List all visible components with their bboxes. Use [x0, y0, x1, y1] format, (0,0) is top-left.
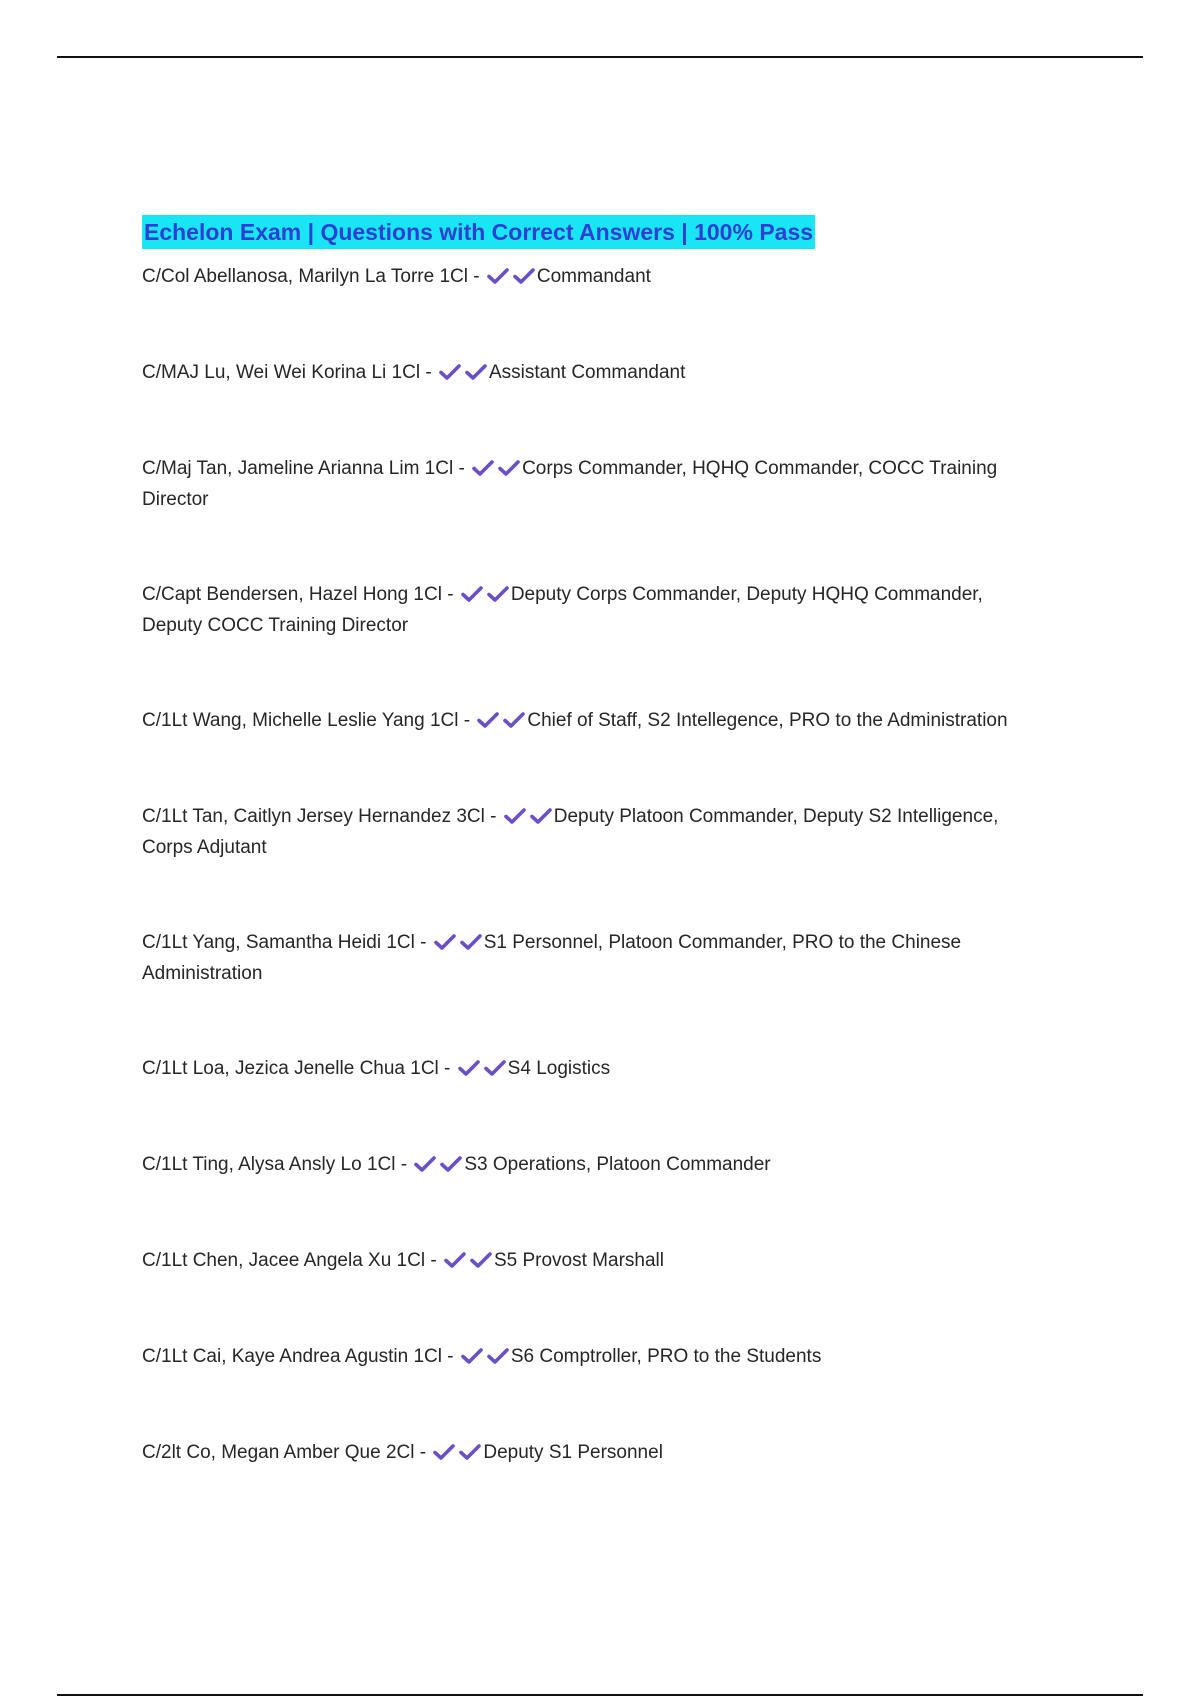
checkmark-icon: [461, 585, 483, 603]
qa-entry: [142, 1437, 1042, 1533]
checkmark-icon: [461, 1347, 483, 1365]
checkmark-icon: [487, 1347, 509, 1365]
checkmark-icon: [465, 363, 487, 381]
checkmark-icon: [470, 1251, 492, 1269]
document-body: [142, 215, 1042, 1533]
qa-entry: [142, 927, 1042, 1053]
document-title: Echelon Exam | Questions with Correct Answers | 100% Pass: [142, 215, 815, 249]
checkmark-icon: [414, 1155, 436, 1173]
answer-text: S6 Comptroller, PRO to the Students: [510, 1346, 822, 1367]
checkmark-icon: [444, 1251, 466, 1269]
answer-text: S5 Provost Marshall: [493, 1250, 664, 1271]
qa-entry: [142, 1245, 1042, 1341]
question-text: C/Col Abellanosa, Marilyn La Torre 1Cl -: [142, 266, 480, 287]
top-rule: [57, 56, 1143, 58]
qa-list: [142, 261, 1042, 1533]
question-text: C/1Lt Cai, Kaye Andrea Agustin 1Cl -: [142, 1346, 454, 1367]
checkmark-icon: [498, 459, 520, 477]
checkmark-icon: [484, 1059, 506, 1077]
question-text: C/Capt Bendersen, Hazel Hong 1Cl -: [142, 584, 454, 605]
checkmark-icon: [487, 585, 509, 603]
question-text: C/1Lt Yang, Samantha Heidi 1Cl -: [142, 932, 427, 953]
checkmark-icon: [439, 363, 461, 381]
answer-text: S4 Logistics: [507, 1058, 611, 1079]
qa-entry: [142, 1053, 1042, 1149]
answer-text: Deputy S1 Personnel: [483, 1442, 663, 1463]
answer-text: Chief of Staff, S2 Intellegence, PRO to the Administration: [527, 710, 1008, 731]
checkmark-icon: [530, 807, 552, 825]
qa-entry: [142, 261, 1042, 357]
question-text: C/1Lt Tan, Caitlyn Jersey Hernandez 3Cl -: [142, 806, 497, 827]
checkmark-icon: [459, 1443, 481, 1461]
checkmark-icon: [513, 267, 535, 285]
qa-entry: [142, 357, 1042, 453]
bottom-rule: [57, 1694, 1143, 1696]
answer-text: Assistant Commandant: [488, 362, 686, 383]
question-text: C/MAJ Lu, Wei Wei Korina Li 1Cl -: [142, 362, 432, 383]
question-text: C/1Lt Loa, Jezica Jenelle Chua 1Cl -: [142, 1058, 451, 1079]
question-text: C/1Lt Ting, Alysa Ansly Lo 1Cl -: [142, 1154, 408, 1175]
question-text: C/1Lt Wang, Michelle Leslie Yang 1Cl -: [142, 710, 471, 731]
checkmark-icon: [504, 807, 526, 825]
question-text: C/1Lt Chen, Jacee Angela Xu 1Cl -: [142, 1250, 437, 1271]
answer-text: S3 Operations, Platoon Commander: [464, 1154, 771, 1175]
checkmark-icon: [440, 1155, 462, 1173]
question-text: C/Maj Tan, Jameline Arianna Lim 1Cl -: [142, 458, 465, 479]
checkmark-icon: [434, 933, 456, 951]
answer-text: Corps Commander, HQHQ Commander, COCC Training Director: [142, 458, 998, 510]
checkmark-icon: [460, 933, 482, 951]
checkmark-icon: [477, 711, 499, 729]
checkmark-icon: [503, 711, 525, 729]
qa-entry: [142, 453, 1042, 579]
qa-entry: [142, 1149, 1042, 1245]
checkmark-icon: [458, 1059, 480, 1077]
question-text: C/2lt Co, Megan Amber Que 2Cl -: [142, 1442, 427, 1463]
qa-entry: [142, 705, 1042, 801]
answer-text: Deputy Platoon Commander, Deputy S2 Intelligence, Corps Adjutant: [142, 806, 999, 858]
answer-text: Commandant: [536, 266, 651, 287]
qa-entry: [142, 579, 1042, 705]
checkmark-icon: [433, 1443, 455, 1461]
answer-text: Deputy Corps Commander, Deputy HQHQ Commander, Deputy COCC Training Director: [142, 584, 983, 636]
qa-entry: [142, 1341, 1042, 1437]
checkmark-icon: [487, 267, 509, 285]
answer-text: S1 Personnel, Platoon Commander, PRO to the Chinese Administration: [142, 932, 962, 984]
checkmark-icon: [472, 459, 494, 477]
qa-entry: [142, 801, 1042, 927]
